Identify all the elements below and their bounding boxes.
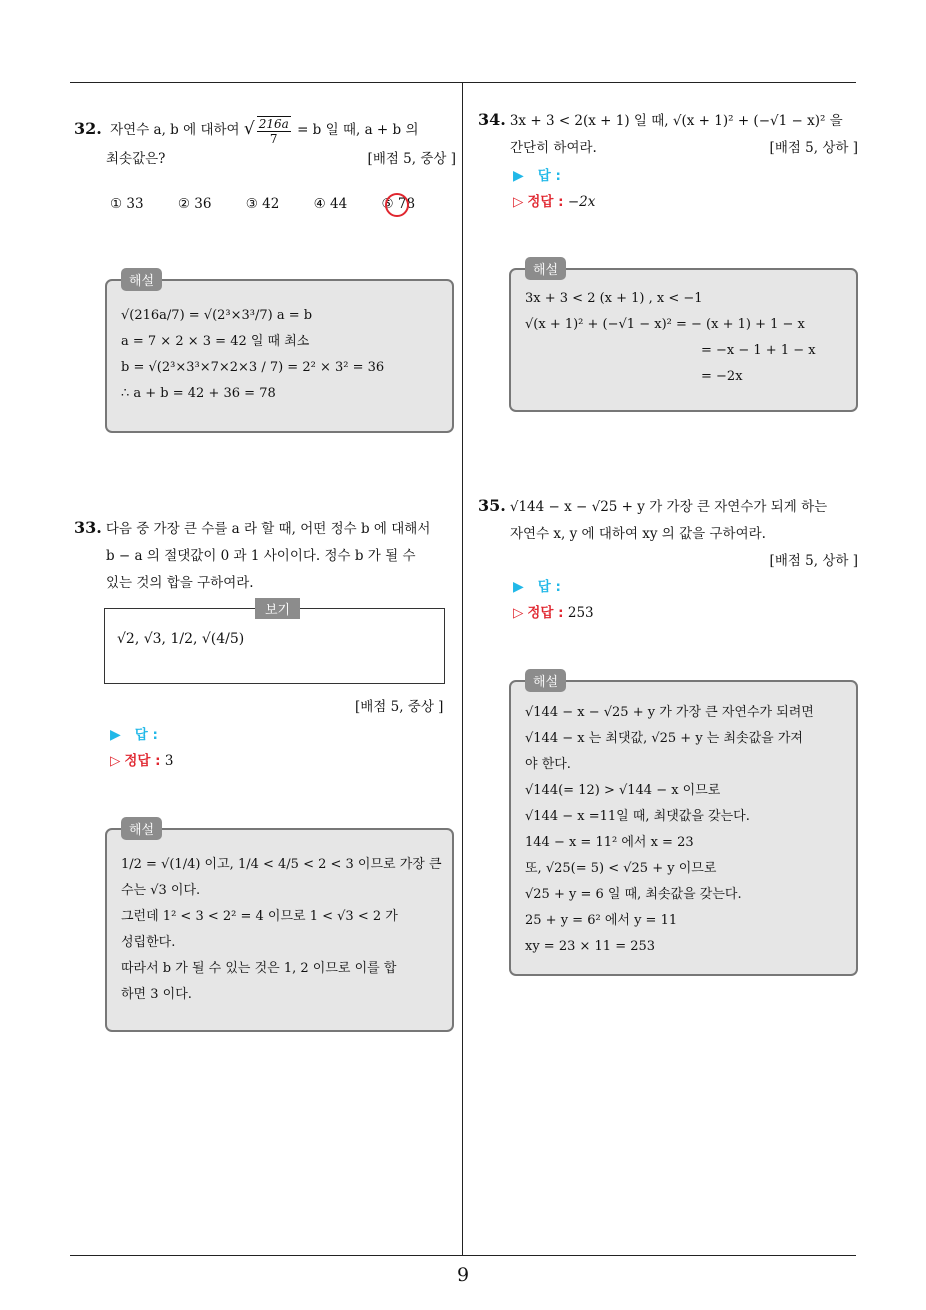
bottom-rule [70,1255,856,1256]
fraction: $\frac{216a}{7}$ [258,116,289,146]
answer-label: 답 : [537,579,561,595]
explain-line: √(216a/7) = √(2³×3³/7) a = b [121,308,313,323]
answer-label: 답 : [537,168,561,184]
explain-line: 3x + 3 < 2 (x + 1) , x < −1 [525,291,703,306]
explain-line: 하면 3 이다. [121,987,192,1002]
page-number: 9 [456,1264,470,1286]
outline-triangle-icon: ▷ [513,194,524,210]
question-text: b − a 의 절댓값이 0 과 1 사이이다. 정수 b 가 될 수 [106,548,416,564]
score-note: [배점 5, 상하 ] [769,553,858,569]
question-number: 34. [478,110,506,129]
explain-line: √144 − x 는 최댓값, √25 + y 는 최솟값을 가져 [525,731,803,746]
explain-line: √144 − x =11일 때, 최댓값을 갖는다. [525,809,750,824]
outline-triangle-icon: ▷ [110,753,121,769]
explain-line: √144 − x − √25 + y 가 가장 큰 자연수가 되려면 [525,705,814,720]
explain-line: 야 한다. [525,757,571,772]
question-35 [478,492,858,575]
column-divider [462,83,463,1255]
choice-4[interactable]: ④ 44 [313,196,348,212]
score-note: [배점 5, 상하 ] [769,140,858,156]
explain-line: √144(= 12) > √144 − x 이므로 [525,783,721,798]
question-text: 있는 것의 합을 구하여라. [106,575,254,591]
question-text: √144 − x − √25 + y 가 가장 큰 자연수가 되게 하는 [509,499,828,515]
score-note: [배점 5, 중상 ] [355,699,444,715]
question-text: 3x + 3 < 2(x + 1) 일 때, √(x + 1)² + (−√1 − x)² 을 [509,113,843,129]
play-icon: ▶ [110,727,121,743]
correct-label: 정답 : [527,605,564,621]
answer-mark-circle [385,193,409,217]
question-32-line2: 최솟값은? [배점 5, 중상 ] [74,146,456,173]
explanation-32 [105,274,454,433]
explain-line: 성립한다. [121,935,176,950]
explanation-35 [509,675,858,976]
choices-32 [110,196,415,212]
explain-line: b = √(2³×3³×7×2×3 / 7) = 2² × 3² = 36 [121,360,385,375]
explanation-34 [509,263,858,412]
explain-line: = −x − 1 + 1 − x [701,343,816,358]
explain-line: √(x + 1)² + (−√1 − x)² = − (x + 1) + 1 − x [525,317,805,332]
choice-1[interactable]: ① 33 [110,196,144,212]
explain-line: 1/2 = √(1/4) 이고, 1/4 < 4/5 < 2 < 3 이므로 가장 큰 [121,857,442,872]
choice-3[interactable]: ③ 42 [245,196,280,212]
answer-label: 답 : [134,727,158,743]
explain-line: xy = 23 × 11 = 253 [525,939,656,954]
correct-label: 정답 : [124,753,161,769]
question-text: 다음 중 가장 큰 수를 a 라 할 때, 어떤 정수 b 에 대해서 [105,521,431,537]
bogi-content: √2, √3, 1/2, √(4/5) [117,631,245,647]
choice-5[interactable]: ⑤ 78 [381,196,416,212]
top-rule [70,82,856,83]
correct-value: 3 [164,753,174,769]
explain-line: = −2x [701,369,743,384]
question-32-line1 [74,115,456,146]
question-number: 32. [74,119,102,138]
explain-line: 그런데 1² < 3 < 2² = 4 이므로 1 < √3 < 2 가 [121,909,398,924]
explain-line: a = 7 × 2 × 3 = 42 일 때 최소 [121,334,310,349]
correct-label: 정답 : [527,194,564,210]
explain-line: √25 + y = 6 일 때, 최솟값을 갖는다. [525,887,742,902]
question-32 [74,115,456,173]
question-number: 35. [478,496,506,515]
question-number: 33. [74,518,102,537]
answer-block-34 [513,163,595,215]
bogi-tag: 보기 [255,598,300,619]
explanation-tag: 해설 [121,268,162,291]
explain-line: 또, √25(= 5) < √25 + y 이므로 [525,861,717,876]
explain-line: 수는 √3 이다. [121,883,201,898]
answer-block-35 [513,574,594,626]
explanation-tag: 해설 [525,669,566,692]
answer-block-33 [110,722,173,774]
explain-line: 25 + y = 6² 에서 y = 11 [525,913,678,928]
correct-value: 253 [567,605,594,621]
explain-line: 144 − x = 11² 에서 x = 23 [525,835,694,850]
choice-2[interactable]: ② 36 [177,196,212,212]
question-text: = b 일 때, a + b 의 [297,122,419,138]
question-33 [74,514,456,597]
play-icon: ▶ [513,579,524,595]
correct-value: −2x [567,194,596,210]
question-34 [478,106,858,162]
explain-line: ∴ a + b = 42 + 36 = 78 [121,386,276,401]
sqrt-icon: √ [243,119,255,139]
bogi-box [104,603,445,684]
score-note: [배점 5, 중상 ] [367,150,456,167]
question-text: 자연수 a, b 에 대하여 [110,122,240,138]
explain-line: 따라서 b 가 될 수 있는 것은 1, 2 이므로 이를 합 [121,961,397,976]
question-text: 간단히 하여라. [510,140,597,156]
outline-triangle-icon: ▷ [513,605,524,621]
explanation-tag: 해설 [121,817,162,840]
question-text: 자연수 x, y 에 대하여 xy 의 값을 구하여라. [510,526,766,542]
explanation-33 [105,823,454,1032]
explanation-tag: 해설 [525,257,566,280]
play-icon: ▶ [513,168,524,184]
